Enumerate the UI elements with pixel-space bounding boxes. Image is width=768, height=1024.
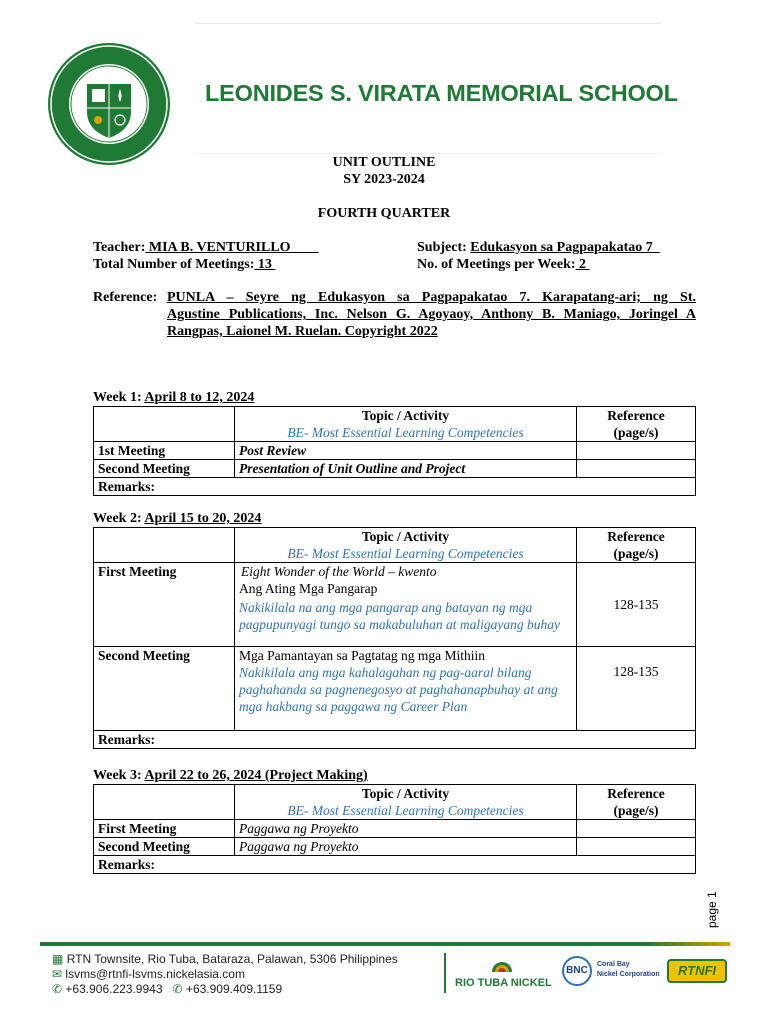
topic-cell: Presentation of Unit Outline and Project <box>235 460 577 478</box>
week1-dates: April 8 to 12, 2024 <box>144 390 255 405</box>
email-icon: ✉ <box>52 967 63 981</box>
ref-cell: 128-135 <box>577 563 696 647</box>
remarks-row <box>94 478 696 496</box>
week2-label: Week 2: <box>93 511 145 526</box>
week2-heading <box>93 511 261 527</box>
topic-header: Topic / Activity <box>361 786 450 801</box>
phone-icon: ✆ <box>172 982 183 996</box>
meeting-cell: First Meeting <box>94 563 235 647</box>
meeting-cell: Second Meeting <box>94 647 235 731</box>
topic-cell: Paggawa ng Proyekto <box>235 820 577 838</box>
table-header-row <box>94 528 696 563</box>
topic-cell <box>235 563 577 647</box>
doc-title-unit-outline: UNIT OUTLINE <box>332 155 436 170</box>
remarks-row <box>94 856 696 874</box>
header-top-rule <box>195 23 661 24</box>
subject-value: Edukasyon sa Pagpapakatao 7 <box>470 240 660 255</box>
week2-table <box>93 527 696 749</box>
coral-bay-logo-line-1: Coral Bay <box>597 961 630 968</box>
competency-text: Nakikilala ang mga kahalagahan ng pag-aaral bilang paghahanda sa pagnenegosyo at paghahanapbuhay at ang mga hakbang sa paggawa ng Career Plan <box>239 665 558 714</box>
week2-dates: April 15 to 20, 2024 <box>144 511 262 526</box>
reference-line-3: Rangpas, Laionel M. Ruelan. Copyright 2022 <box>167 324 438 339</box>
building-icon: ▦ <box>52 952 64 966</box>
footer-email-line <box>52 967 245 981</box>
table-row <box>94 647 696 731</box>
page-number: page 1 <box>705 891 719 928</box>
meetings-label: Total Number of Meetings: <box>93 257 255 272</box>
doc-title-school-year: SY 2023-2024 <box>343 172 425 187</box>
competency-text: Nakikilala na ang mga pangarap ang batayan ng mga pagpupunyagi tungo sa makabuluhan at maligayang buhay <box>239 600 560 632</box>
ref-cell: 128-135 <box>577 647 696 731</box>
ref-cell <box>577 442 696 460</box>
reference-sub-header: (page/s) <box>613 803 659 818</box>
school-seal-logo <box>47 42 171 166</box>
per-week-line <box>417 257 590 273</box>
footer-address-line <box>52 952 398 966</box>
remarks-cell: Remarks: <box>94 856 696 874</box>
per-week-value: 2 <box>575 257 590 272</box>
table-row <box>94 820 696 838</box>
footer-rule <box>40 942 730 946</box>
coral-bay-logo-line-2: Nickel Corporation <box>597 971 660 978</box>
week3-label: Week 3: <box>93 768 145 783</box>
reference-header: Reference <box>607 408 665 423</box>
footer-email: lsvms@rtnfi-lsvms.nickelasia.com <box>65 967 245 981</box>
reference-line-1: PUNLA – Seyre ng Edukasyon sa Pagpapakatao 7. Karapatang-ari; ng St. <box>167 290 696 305</box>
school-name: LEONIDES S. VIRATA MEMORIAL SCHOOL <box>205 80 678 106</box>
ref-cell <box>577 838 696 856</box>
topic-title: Mga Pamantayan sa Pagtatag ng mga Mithiin <box>239 648 485 663</box>
week3-dates: April 22 to 26, 2024 (Project Making) <box>144 768 368 783</box>
teacher-line <box>93 240 319 256</box>
topic-header: Topic / Activity <box>361 408 450 423</box>
subject-line <box>417 240 660 256</box>
week3-heading <box>93 768 368 784</box>
topic-italic: Eight Wonder of the World – kwento <box>241 564 437 579</box>
topic-cell <box>235 647 577 731</box>
topic-cell: Paggawa ng Proyekto <box>235 838 577 856</box>
remarks-row <box>94 731 696 749</box>
ref-cell <box>577 820 696 838</box>
meetings-line <box>93 257 275 273</box>
reference-header: Reference <box>607 529 665 544</box>
meeting-cell: Second Meeting <box>94 460 235 478</box>
remarks-cell: Remarks: <box>94 731 696 749</box>
coral-bay-logo-mark: BNC <box>562 956 592 986</box>
week3-table <box>93 784 696 874</box>
footer-phone-1: +63.906.223.9943 <box>65 982 163 996</box>
table-row <box>94 838 696 856</box>
rio-tuba-nickel-logo: RIO TUBA NICKEL <box>455 977 552 989</box>
phone-icon: ✆ <box>52 982 63 996</box>
table-header-row <box>94 785 696 820</box>
reference-header: Reference <box>607 786 665 801</box>
table-header-row <box>94 407 696 442</box>
remarks-cell: Remarks: <box>94 478 696 496</box>
reference-sub-header: (page/s) <box>613 425 659 440</box>
table-row <box>94 442 696 460</box>
week1-label: Week 1: <box>93 390 145 405</box>
footer-phone-line <box>52 982 282 996</box>
reference-line-2: Agustine Publications, Inc. Nelson G. Agoyaoy, Anthony B. Maniago, Joringel A <box>167 307 696 322</box>
topic-header: Topic / Activity <box>361 529 450 544</box>
doc-title-quarter: FOURTH QUARTER <box>317 206 451 221</box>
melc-header: BE- Most Essential Learning Competencies <box>287 546 524 561</box>
reference-sub-header: (page/s) <box>613 546 659 561</box>
footer-phone-2: +63.909.409.1159 <box>185 982 283 996</box>
table-row <box>94 460 696 478</box>
meeting-cell: Second Meeting <box>94 838 235 856</box>
week1-heading <box>93 390 254 406</box>
per-week-label: No. of Meetings per Week: <box>417 257 576 272</box>
table-row <box>94 563 696 647</box>
melc-header: BE- Most Essential Learning Competencies <box>287 425 524 440</box>
footer-address: RTN Townsite, Rio Tuba, Bataraza, Palawan, 5306 Philippines <box>66 952 398 966</box>
meetings-value: 13 <box>254 257 276 272</box>
rtnfi-logo: RTNFI <box>667 959 727 983</box>
rio-tuba-nickel-mark-icon <box>490 956 514 974</box>
topic-cell: Post Review <box>235 442 577 460</box>
meeting-cell: 1st Meeting <box>94 442 235 460</box>
footer-divider <box>444 953 446 993</box>
topic-title: Ang Ating Mga Pangarap <box>239 581 378 596</box>
header-bottom-rule <box>195 153 661 154</box>
meeting-cell: First Meeting <box>94 820 235 838</box>
ref-cell <box>577 460 696 478</box>
week1-table <box>93 406 696 496</box>
teacher-value: MIA B. VENTURILLO <box>145 240 319 255</box>
teacher-label: Teacher: <box>93 240 146 255</box>
melc-header: BE- Most Essential Learning Competencies <box>287 803 524 818</box>
subject-label: Subject: <box>417 240 467 255</box>
reference-label: Reference: <box>93 290 158 305</box>
